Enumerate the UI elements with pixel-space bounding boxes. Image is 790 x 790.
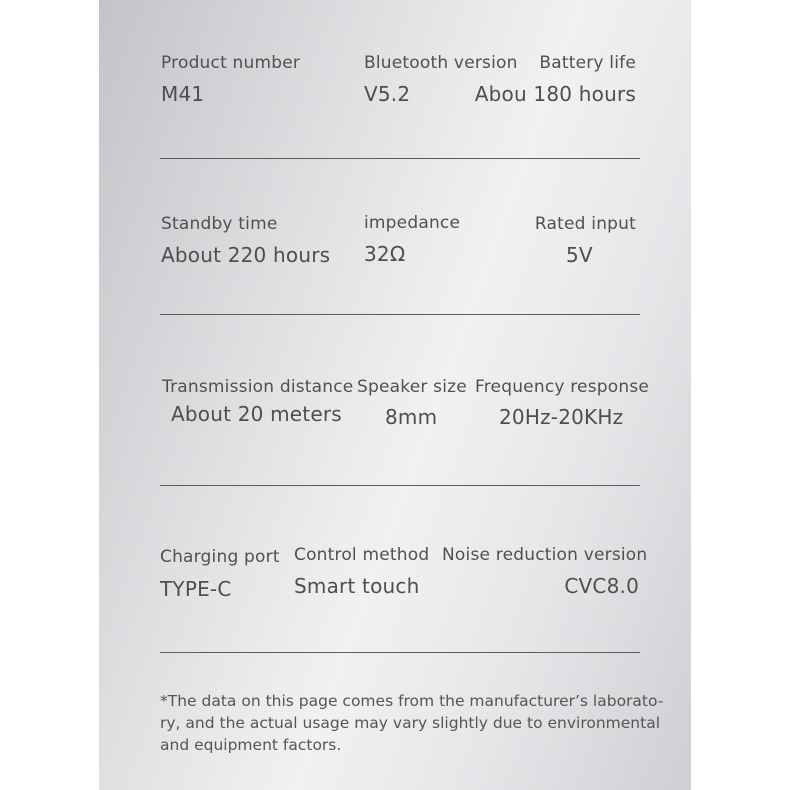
spec-value-bluetooth-version: V5.2	[364, 82, 411, 106]
spec-value-frequency-response: 20Hz-20KHz	[499, 405, 624, 429]
disclaimer-line: and equipment factors.	[160, 736, 342, 754]
spec-label-speaker-size: Speaker size	[357, 377, 467, 397]
spec-value-standby-time: About 220 hours	[161, 243, 331, 267]
row-divider	[160, 652, 640, 653]
spec-value-impedance: 32Ω	[364, 242, 406, 266]
spec-label-rated-input: Rated input	[534, 214, 636, 234]
row-divider	[160, 314, 640, 315]
spec-label-bluetooth-version: Bluetooth version	[364, 53, 518, 73]
spec-label-impedance: impedance	[364, 213, 461, 233]
row-divider	[160, 158, 640, 159]
disclaimer-note	[160, 690, 664, 756]
spec-value-speaker-size: 8mm	[385, 405, 438, 429]
spec-value-control-method: Smart touch	[294, 574, 420, 598]
disclaimer-line: ry, and the actual usage may vary slightly due to environmental	[160, 714, 661, 732]
spec-label-control-method: Control method	[294, 545, 430, 565]
spec-value-charging-port: TYPE-C	[160, 577, 232, 601]
spec-label-noise-reduction-version: Noise reduction version	[442, 545, 648, 565]
spec-label-charging-port: Charging port	[160, 547, 280, 567]
spec-label-standby-time: Standby time	[161, 214, 278, 234]
row-divider	[160, 485, 640, 486]
spec-value-rated-input: 5V	[566, 243, 593, 267]
spec-value-transmission-distance: About 20 meters	[171, 402, 342, 426]
spec-value-battery-life: Abou 180 hours	[474, 82, 636, 106]
spec-value-noise-reduction-version: CVC8.0	[564, 574, 639, 598]
disclaimer-line: *The data on this page comes from the manufacturer’s laborato-	[160, 692, 664, 710]
spec-label-frequency-response: Frequency response	[475, 377, 650, 397]
spec-label-battery-life: Battery life	[539, 53, 636, 73]
spec-label-product-number: Product number	[161, 53, 301, 73]
spec-label-transmission-distance: Transmission distance	[162, 377, 354, 397]
spec-value-product-number: M41	[161, 82, 205, 106]
